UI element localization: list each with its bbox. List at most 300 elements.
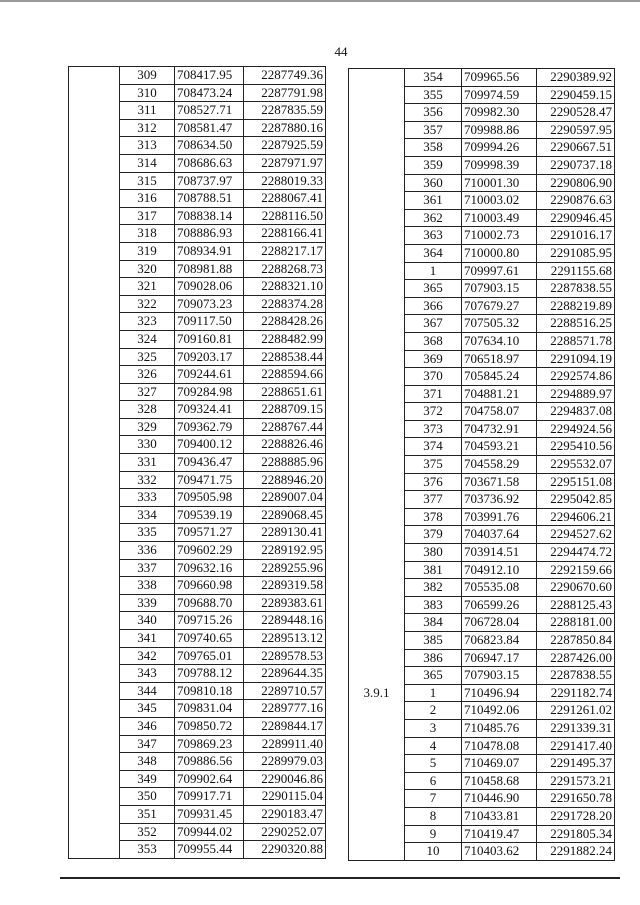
y-coordinate-cell: 2295532.07 bbox=[537, 456, 615, 474]
point-number-cell: 330 bbox=[120, 436, 175, 454]
y-coordinate-cell: 2294474.72 bbox=[537, 544, 615, 562]
y-coordinate-cell: 2288885.96 bbox=[244, 454, 326, 472]
section-cell bbox=[349, 772, 405, 790]
y-coordinate-cell: 2290528.47 bbox=[537, 104, 615, 122]
table-row bbox=[349, 491, 615, 509]
table-row bbox=[349, 632, 615, 650]
table-row bbox=[349, 649, 615, 667]
section-cell bbox=[69, 137, 120, 155]
section-cell bbox=[349, 825, 405, 843]
point-number-cell: 341 bbox=[120, 630, 175, 648]
x-coordinate-cell: 709400.12 bbox=[175, 436, 244, 454]
y-coordinate-cell: 2289979.03 bbox=[244, 753, 326, 771]
table-row bbox=[69, 401, 326, 419]
table-row bbox=[69, 260, 326, 278]
x-coordinate-cell: 709028.06 bbox=[175, 278, 244, 296]
y-coordinate-cell: 2287925.59 bbox=[244, 137, 326, 155]
table-row bbox=[69, 172, 326, 190]
point-number-cell: 320 bbox=[120, 260, 175, 278]
y-coordinate-cell: 2291261.02 bbox=[537, 702, 615, 720]
section-cell bbox=[349, 702, 405, 720]
table-row bbox=[349, 156, 615, 174]
point-number-cell: 8 bbox=[405, 807, 462, 825]
x-coordinate-cell: 710458.68 bbox=[462, 772, 537, 790]
point-number-cell: 312 bbox=[120, 119, 175, 137]
x-coordinate-cell: 709982.30 bbox=[462, 104, 537, 122]
y-coordinate-cell: 2290597.95 bbox=[537, 121, 615, 139]
table-row bbox=[349, 719, 615, 737]
point-number-cell: 314 bbox=[120, 154, 175, 172]
point-number-cell: 346 bbox=[120, 717, 175, 735]
point-number-cell: 319 bbox=[120, 242, 175, 260]
y-coordinate-cell: 2290320.88 bbox=[244, 841, 326, 859]
section-cell bbox=[69, 841, 120, 859]
point-number-cell: 382 bbox=[405, 579, 462, 597]
section-cell bbox=[349, 368, 405, 386]
section-cell bbox=[69, 805, 120, 823]
table-row bbox=[349, 227, 615, 245]
table-row bbox=[69, 190, 326, 208]
x-coordinate-cell: 709324.41 bbox=[175, 401, 244, 419]
section-cell bbox=[69, 612, 120, 630]
table-row bbox=[69, 137, 326, 155]
x-coordinate-cell: 709660.98 bbox=[175, 577, 244, 595]
section-cell bbox=[349, 139, 405, 157]
table-row bbox=[349, 579, 615, 597]
point-number-cell: 333 bbox=[120, 489, 175, 507]
table-row bbox=[349, 737, 615, 755]
table-row bbox=[349, 332, 615, 350]
y-coordinate-cell: 2294889.97 bbox=[537, 385, 615, 403]
point-number-cell: 340 bbox=[120, 612, 175, 630]
table-row bbox=[69, 647, 326, 665]
x-coordinate-cell: 709998.39 bbox=[462, 156, 537, 174]
table-row bbox=[69, 682, 326, 700]
table-row bbox=[69, 471, 326, 489]
table-row bbox=[349, 350, 615, 368]
y-coordinate-cell: 2291728.20 bbox=[537, 807, 615, 825]
section-cell bbox=[349, 649, 405, 667]
x-coordinate-cell: 709284.98 bbox=[175, 383, 244, 401]
point-number-cell: 364 bbox=[405, 244, 462, 262]
x-coordinate-cell: 709788.12 bbox=[175, 665, 244, 683]
x-coordinate-cell: 709571.27 bbox=[175, 524, 244, 542]
section-cell bbox=[349, 755, 405, 773]
y-coordinate-cell: 2289192.95 bbox=[244, 542, 326, 560]
point-number-cell: 7 bbox=[405, 790, 462, 808]
point-number-cell: 335 bbox=[120, 524, 175, 542]
x-coordinate-cell: 709917.71 bbox=[175, 788, 244, 806]
table-row bbox=[69, 665, 326, 683]
section-cell bbox=[349, 843, 405, 861]
x-coordinate-cell: 709471.75 bbox=[175, 471, 244, 489]
x-coordinate-cell: 709974.59 bbox=[462, 86, 537, 104]
x-coordinate-cell: 708581.47 bbox=[175, 119, 244, 137]
x-coordinate-cell: 706728.04 bbox=[462, 614, 537, 632]
point-number-cell: 359 bbox=[405, 156, 462, 174]
section-cell bbox=[349, 227, 405, 245]
section-cell bbox=[349, 526, 405, 544]
x-coordinate-cell: 706518.97 bbox=[462, 350, 537, 368]
table-row bbox=[349, 192, 615, 210]
section-cell bbox=[69, 418, 120, 436]
point-number-cell: 321 bbox=[120, 278, 175, 296]
table-row bbox=[349, 174, 615, 192]
x-coordinate-cell: 709997.61 bbox=[462, 262, 537, 280]
x-coordinate-cell: 710446.90 bbox=[462, 790, 537, 808]
section-cell bbox=[349, 456, 405, 474]
scan-top-edge bbox=[0, 0, 640, 2]
x-coordinate-cell: 708473.24 bbox=[175, 84, 244, 102]
y-coordinate-cell: 2288181.00 bbox=[537, 614, 615, 632]
section-cell bbox=[349, 719, 405, 737]
point-number-cell: 356 bbox=[405, 104, 462, 122]
section-cell bbox=[69, 242, 120, 260]
x-coordinate-cell: 704732.91 bbox=[462, 420, 537, 438]
table-row bbox=[69, 348, 326, 366]
x-coordinate-cell: 708886.93 bbox=[175, 225, 244, 243]
point-number-cell: 381 bbox=[405, 561, 462, 579]
x-coordinate-cell: 710433.81 bbox=[462, 807, 537, 825]
point-number-cell: 357 bbox=[405, 121, 462, 139]
x-coordinate-cell: 710003.02 bbox=[462, 192, 537, 210]
point-number-cell: 310 bbox=[120, 84, 175, 102]
y-coordinate-cell: 2290667.51 bbox=[537, 139, 615, 157]
table-row bbox=[349, 420, 615, 438]
section-cell bbox=[69, 770, 120, 788]
x-coordinate-cell: 709632.16 bbox=[175, 559, 244, 577]
point-number-cell: 373 bbox=[405, 420, 462, 438]
y-coordinate-cell: 2288594.66 bbox=[244, 366, 326, 384]
point-number-cell: 371 bbox=[405, 385, 462, 403]
table-row bbox=[349, 790, 615, 808]
y-coordinate-cell: 2288217.17 bbox=[244, 242, 326, 260]
table-row bbox=[69, 242, 326, 260]
y-coordinate-cell: 2288946.20 bbox=[244, 471, 326, 489]
table-row bbox=[349, 456, 615, 474]
y-coordinate-cell: 2294527.62 bbox=[537, 526, 615, 544]
section-cell bbox=[69, 735, 120, 753]
x-coordinate-cell: 710403.62 bbox=[462, 843, 537, 861]
table-row bbox=[69, 154, 326, 172]
table-row bbox=[349, 280, 615, 298]
point-number-cell: 368 bbox=[405, 332, 462, 350]
x-coordinate-cell: 707634.10 bbox=[462, 332, 537, 350]
y-coordinate-cell: 2287850.84 bbox=[537, 632, 615, 650]
y-coordinate-cell: 2288651.61 bbox=[244, 383, 326, 401]
x-coordinate-cell: 709602.29 bbox=[175, 542, 244, 560]
point-number-cell: 336 bbox=[120, 542, 175, 560]
x-coordinate-cell: 709988.86 bbox=[462, 121, 537, 139]
table-row bbox=[349, 561, 615, 579]
point-number-cell: 351 bbox=[120, 805, 175, 823]
x-coordinate-cell: 710002.73 bbox=[462, 227, 537, 245]
section-cell bbox=[69, 154, 120, 172]
y-coordinate-cell: 2292574.86 bbox=[537, 368, 615, 386]
y-coordinate-cell: 2295042.85 bbox=[537, 491, 615, 509]
section-cell bbox=[349, 596, 405, 614]
section-cell: 3.9.1 bbox=[349, 684, 405, 702]
point-number-cell: 385 bbox=[405, 632, 462, 650]
point-number-cell: 1 bbox=[405, 684, 462, 702]
point-number-cell: 348 bbox=[120, 753, 175, 771]
table-row bbox=[349, 104, 615, 122]
y-coordinate-cell: 2289255.96 bbox=[244, 559, 326, 577]
table-row bbox=[69, 700, 326, 718]
x-coordinate-cell: 708838.14 bbox=[175, 207, 244, 225]
y-coordinate-cell: 2288767.44 bbox=[244, 418, 326, 436]
point-number-cell: 367 bbox=[405, 315, 462, 333]
x-coordinate-cell: 708686.63 bbox=[175, 154, 244, 172]
section-cell bbox=[69, 647, 120, 665]
x-coordinate-cell: 709831.04 bbox=[175, 700, 244, 718]
point-number-cell: 318 bbox=[120, 225, 175, 243]
section-cell bbox=[69, 401, 120, 419]
table-row bbox=[349, 121, 615, 139]
table-row bbox=[69, 383, 326, 401]
y-coordinate-cell: 2288321.10 bbox=[244, 278, 326, 296]
x-coordinate-cell: 707679.27 bbox=[462, 297, 537, 315]
y-coordinate-cell: 2289644.35 bbox=[244, 665, 326, 683]
y-coordinate-cell: 2288516.25 bbox=[537, 315, 615, 333]
table-row bbox=[69, 805, 326, 823]
section-cell bbox=[349, 438, 405, 456]
point-number-cell: 354 bbox=[405, 69, 462, 87]
section-cell bbox=[349, 174, 405, 192]
y-coordinate-cell: 2288374.28 bbox=[244, 295, 326, 313]
y-coordinate-cell: 2287838.55 bbox=[537, 667, 615, 685]
table-row bbox=[69, 841, 326, 859]
point-number-cell: 365 bbox=[405, 280, 462, 298]
table-row bbox=[349, 596, 615, 614]
table-row bbox=[349, 368, 615, 386]
section-cell bbox=[349, 614, 405, 632]
x-coordinate-cell: 705535.08 bbox=[462, 579, 537, 597]
section-cell bbox=[69, 313, 120, 331]
x-coordinate-cell: 709902.64 bbox=[175, 770, 244, 788]
y-coordinate-cell: 2291182.74 bbox=[537, 684, 615, 702]
section-cell bbox=[349, 544, 405, 562]
section-cell bbox=[349, 121, 405, 139]
table-row bbox=[349, 139, 615, 157]
x-coordinate-cell: 709688.70 bbox=[175, 594, 244, 612]
y-coordinate-cell: 2291495.37 bbox=[537, 755, 615, 773]
table-row bbox=[349, 807, 615, 825]
point-number-cell: 366 bbox=[405, 297, 462, 315]
section-cell bbox=[69, 436, 120, 454]
point-number-cell: 4 bbox=[405, 737, 462, 755]
point-number-cell: 323 bbox=[120, 313, 175, 331]
x-coordinate-cell: 710419.47 bbox=[462, 825, 537, 843]
section-cell bbox=[349, 385, 405, 403]
point-number-cell: 317 bbox=[120, 207, 175, 225]
y-coordinate-cell: 2290046.86 bbox=[244, 770, 326, 788]
point-number-cell: 10 bbox=[405, 843, 462, 861]
x-coordinate-cell: 710003.49 bbox=[462, 209, 537, 227]
x-coordinate-cell: 709160.81 bbox=[175, 330, 244, 348]
y-coordinate-cell: 2290670.60 bbox=[537, 579, 615, 597]
point-number-cell: 380 bbox=[405, 544, 462, 562]
section-cell bbox=[349, 491, 405, 509]
point-number-cell: 363 bbox=[405, 227, 462, 245]
y-coordinate-cell: 2287971.97 bbox=[244, 154, 326, 172]
point-number-cell: 2 bbox=[405, 702, 462, 720]
point-number-cell: 311 bbox=[120, 102, 175, 120]
y-coordinate-cell: 2287880.16 bbox=[244, 119, 326, 137]
point-number-cell: 334 bbox=[120, 506, 175, 524]
section-cell bbox=[69, 630, 120, 648]
x-coordinate-cell: 710000.80 bbox=[462, 244, 537, 262]
point-number-cell: 347 bbox=[120, 735, 175, 753]
x-coordinate-cell: 709362.79 bbox=[175, 418, 244, 436]
x-coordinate-cell: 706599.26 bbox=[462, 596, 537, 614]
table-row bbox=[69, 418, 326, 436]
y-coordinate-cell: 2291085.95 bbox=[537, 244, 615, 262]
table-row bbox=[349, 262, 615, 280]
x-coordinate-cell: 710478.08 bbox=[462, 737, 537, 755]
y-coordinate-cell: 2288019.33 bbox=[244, 172, 326, 190]
y-coordinate-cell: 2292159.66 bbox=[537, 561, 615, 579]
x-coordinate-cell: 709505.98 bbox=[175, 489, 244, 507]
section-cell bbox=[69, 682, 120, 700]
y-coordinate-cell: 2295151.08 bbox=[537, 473, 615, 491]
point-number-cell: 355 bbox=[405, 86, 462, 104]
section-cell bbox=[349, 632, 405, 650]
x-coordinate-cell: 708934.91 bbox=[175, 242, 244, 260]
table-row bbox=[69, 436, 326, 454]
x-coordinate-cell: 710469.07 bbox=[462, 755, 537, 773]
section-cell bbox=[349, 420, 405, 438]
y-coordinate-cell: 2294924.56 bbox=[537, 420, 615, 438]
point-number-cell: 332 bbox=[120, 471, 175, 489]
section-cell bbox=[349, 280, 405, 298]
section-cell bbox=[349, 403, 405, 421]
point-number-cell: 337 bbox=[120, 559, 175, 577]
x-coordinate-cell: 703736.92 bbox=[462, 491, 537, 509]
section-cell bbox=[69, 119, 120, 137]
point-number-cell: 372 bbox=[405, 403, 462, 421]
table-row bbox=[349, 843, 615, 861]
point-number-cell: 309 bbox=[120, 67, 175, 85]
table-row bbox=[349, 385, 615, 403]
point-number-cell: 322 bbox=[120, 295, 175, 313]
y-coordinate-cell: 2289578.53 bbox=[244, 647, 326, 665]
point-number-cell: 338 bbox=[120, 577, 175, 595]
point-number-cell: 3 bbox=[405, 719, 462, 737]
y-coordinate-cell: 2288268.73 bbox=[244, 260, 326, 278]
section-cell bbox=[69, 67, 120, 85]
point-number-cell: 378 bbox=[405, 508, 462, 526]
y-coordinate-cell: 2288826.46 bbox=[244, 436, 326, 454]
y-coordinate-cell: 2290183.47 bbox=[244, 805, 326, 823]
point-number-cell: 349 bbox=[120, 770, 175, 788]
table-row bbox=[69, 278, 326, 296]
y-coordinate-cell: 2290115.04 bbox=[244, 788, 326, 806]
table-row bbox=[69, 594, 326, 612]
x-coordinate-cell: 709436.47 bbox=[175, 454, 244, 472]
x-coordinate-cell: 703914.51 bbox=[462, 544, 537, 562]
y-coordinate-cell: 2289383.61 bbox=[244, 594, 326, 612]
section-cell bbox=[69, 348, 120, 366]
table-row bbox=[69, 612, 326, 630]
point-number-cell: 350 bbox=[120, 788, 175, 806]
section-cell bbox=[69, 225, 120, 243]
section-cell bbox=[69, 665, 120, 683]
x-coordinate-cell: 708527.71 bbox=[175, 102, 244, 120]
point-number-cell: 324 bbox=[120, 330, 175, 348]
table-row bbox=[349, 544, 615, 562]
section-cell bbox=[349, 192, 405, 210]
point-number-cell: 1 bbox=[405, 262, 462, 280]
y-coordinate-cell: 2291016.17 bbox=[537, 227, 615, 245]
x-coordinate-cell: 709886.56 bbox=[175, 753, 244, 771]
section-cell bbox=[69, 594, 120, 612]
table-row bbox=[69, 84, 326, 102]
y-coordinate-cell: 2288219.89 bbox=[537, 297, 615, 315]
section-cell bbox=[69, 84, 120, 102]
coordinates-table-right bbox=[348, 68, 615, 861]
section-cell bbox=[349, 315, 405, 333]
y-coordinate-cell: 2291805.34 bbox=[537, 825, 615, 843]
table-row bbox=[69, 770, 326, 788]
x-coordinate-cell: 703991.76 bbox=[462, 508, 537, 526]
x-coordinate-cell: 705845.24 bbox=[462, 368, 537, 386]
table-row bbox=[349, 403, 615, 421]
section-cell bbox=[349, 262, 405, 280]
y-coordinate-cell: 2288482.99 bbox=[244, 330, 326, 348]
point-number-cell: 361 bbox=[405, 192, 462, 210]
y-coordinate-cell: 2288125.43 bbox=[537, 596, 615, 614]
section-cell bbox=[69, 172, 120, 190]
section-cell bbox=[349, 332, 405, 350]
point-number-cell: 344 bbox=[120, 682, 175, 700]
x-coordinate-cell: 710496.94 bbox=[462, 684, 537, 702]
y-coordinate-cell: 2291417.40 bbox=[537, 737, 615, 755]
point-number-cell: 329 bbox=[120, 418, 175, 436]
x-coordinate-cell: 708737.97 bbox=[175, 172, 244, 190]
scan-bottom-edge bbox=[60, 877, 620, 879]
table-row bbox=[69, 313, 326, 331]
point-number-cell: 365 bbox=[405, 667, 462, 685]
table-row bbox=[69, 524, 326, 542]
table-row bbox=[69, 542, 326, 560]
y-coordinate-cell: 2290876.63 bbox=[537, 192, 615, 210]
section-cell bbox=[349, 297, 405, 315]
y-coordinate-cell: 2289319.58 bbox=[244, 577, 326, 595]
table-row bbox=[69, 295, 326, 313]
point-number-cell: 326 bbox=[120, 366, 175, 384]
x-coordinate-cell: 708417.95 bbox=[175, 67, 244, 85]
table-row bbox=[349, 508, 615, 526]
x-coordinate-cell: 704037.64 bbox=[462, 526, 537, 544]
table-row bbox=[349, 755, 615, 773]
table-row bbox=[69, 753, 326, 771]
table-row bbox=[69, 735, 326, 753]
page-number: 44 bbox=[334, 44, 348, 59]
section-cell bbox=[349, 561, 405, 579]
section-cell bbox=[349, 807, 405, 825]
y-coordinate-cell: 2289007.04 bbox=[244, 489, 326, 507]
section-cell bbox=[69, 559, 120, 577]
table-row bbox=[349, 825, 615, 843]
x-coordinate-cell: 706823.84 bbox=[462, 632, 537, 650]
x-coordinate-cell: 707505.32 bbox=[462, 315, 537, 333]
table-row bbox=[349, 614, 615, 632]
section-cell bbox=[349, 790, 405, 808]
y-coordinate-cell: 2289777.16 bbox=[244, 700, 326, 718]
x-coordinate-cell: 707903.15 bbox=[462, 667, 537, 685]
point-number-cell: 379 bbox=[405, 526, 462, 544]
